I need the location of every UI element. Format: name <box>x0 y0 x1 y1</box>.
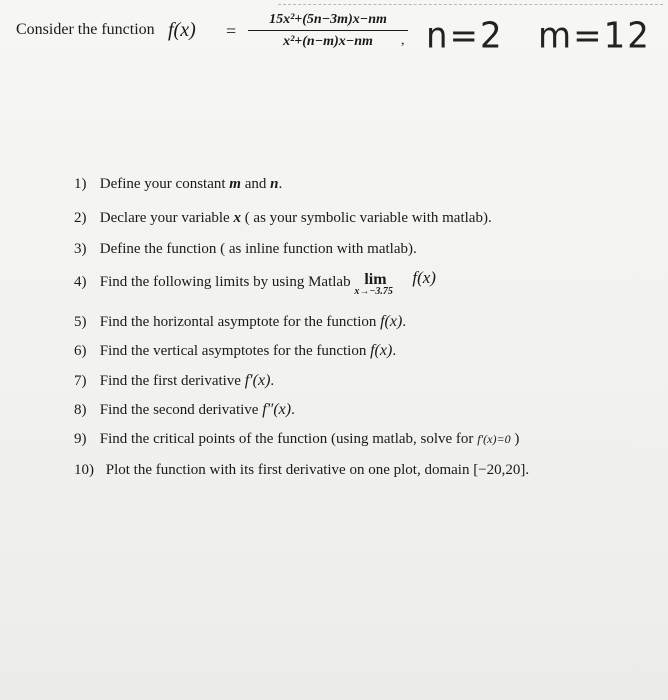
task-text: Find the first derivative <box>99 373 241 389</box>
task-text: Define the function ( as inline function with matlab). <box>99 241 417 257</box>
task-text: . <box>278 176 283 192</box>
limit-subscript: x→−3.75 <box>354 286 393 297</box>
task-text: and <box>244 176 267 192</box>
task-text: Find the following limits by using Matlab <box>99 274 351 290</box>
task-math: f′(x) <box>244 372 271 389</box>
task-6 <box>74 342 396 360</box>
limit-function: f(x) <box>412 268 436 287</box>
task-4 <box>74 268 436 297</box>
limit-operator: lim <box>364 271 387 288</box>
task-text: ( as your symbolic variable with matlab). <box>244 210 492 226</box>
task-number: 1) <box>74 176 87 192</box>
handwritten-m-value: m=12 <box>538 15 651 57</box>
top-dashed-rule <box>278 4 663 5</box>
function-fraction <box>248 12 408 50</box>
task-math: f(x) <box>380 313 403 330</box>
task-text: Declare your variable <box>99 210 230 226</box>
task-9 <box>74 431 519 448</box>
task-text: . <box>270 373 275 389</box>
task-text: . <box>392 343 397 359</box>
fraction-comma: , <box>401 33 405 48</box>
task-text: Define your constant <box>99 176 226 192</box>
intro-text: Consider the function <box>16 21 155 38</box>
task-number: 6) <box>74 343 87 359</box>
task-2 <box>74 210 492 227</box>
fraction-numerator: 15x²+(5n−3m)x−nm <box>248 12 408 31</box>
task-text: Find the second derivative <box>99 402 259 418</box>
task-3 <box>74 241 417 258</box>
task-number: 5) <box>74 314 87 330</box>
task-10 <box>74 462 529 479</box>
task-number: 4) <box>74 274 87 290</box>
task-number: 8) <box>74 402 87 418</box>
task-var-m: m <box>229 176 241 192</box>
task-text: Find the horizontal asymptote for the function <box>99 314 377 330</box>
task-var-x: x <box>233 210 241 226</box>
task-text: ) <box>514 431 520 447</box>
task-text: Plot the function with its first derivative on one plot, domain <box>105 462 470 478</box>
task-number: 10) <box>74 462 94 478</box>
task-text: . <box>525 462 530 478</box>
task-1 <box>74 176 282 193</box>
equals-sign: = <box>226 21 237 41</box>
task-number: 2) <box>74 210 87 226</box>
limit-expression <box>354 271 412 297</box>
task-text: Find the critical points of the function (using matlab, solve for <box>99 431 474 447</box>
task-text: . <box>291 402 295 418</box>
task-math: f(x) <box>370 342 393 359</box>
task-number: 7) <box>74 373 87 389</box>
task-number: 9) <box>74 431 87 447</box>
task-text: Find the vertical asymptotes for the function <box>99 343 367 359</box>
function-label: f(x) <box>168 19 196 41</box>
task-domain: [−20,20] <box>473 462 526 478</box>
task-math: f″(x) <box>262 401 292 418</box>
handwritten-n-value: n=2 <box>426 15 504 57</box>
task-var-n: n <box>270 176 279 192</box>
fraction-denominator: x²+(n−m)x−nm <box>283 34 373 49</box>
task-number: 3) <box>74 241 87 257</box>
task-5 <box>74 313 406 331</box>
task-7 <box>74 372 274 390</box>
task-8 <box>74 401 295 419</box>
task-text: . <box>402 314 407 330</box>
task-math: f′(x)=0 <box>477 432 511 446</box>
